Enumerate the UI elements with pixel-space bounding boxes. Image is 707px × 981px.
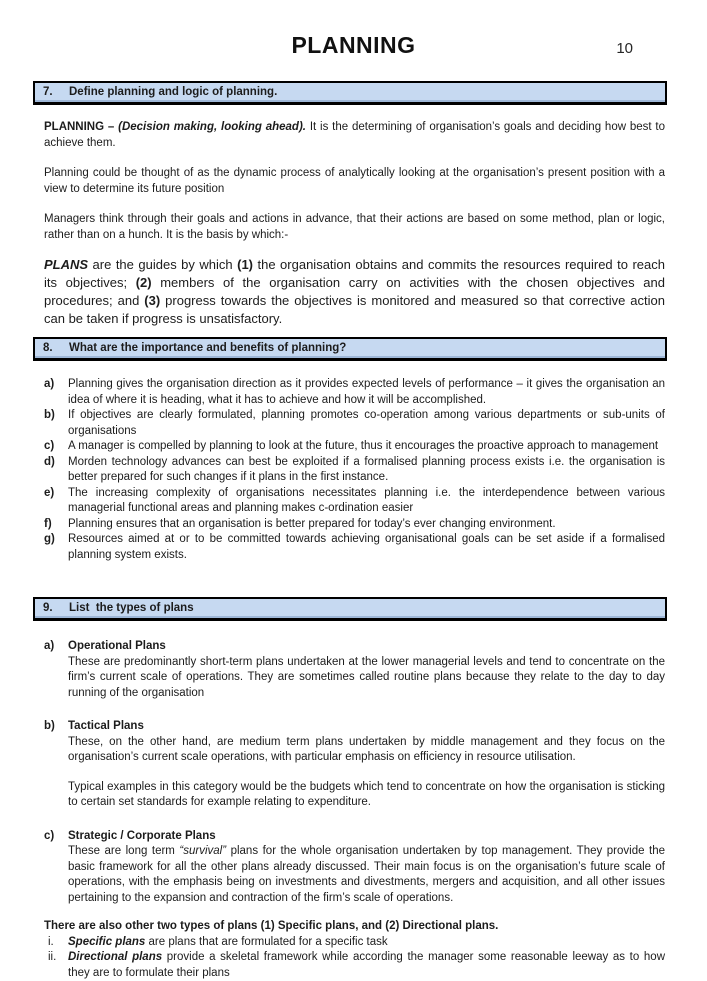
benefits-list xyxy=(44,377,665,563)
section-7-number: 7. xyxy=(43,86,53,98)
plan-tactical-example: Typical examples in this category would be the budgets which tend to concentrate on how the organisation is sticking to certain set standards for example relating to expenditure. xyxy=(68,780,665,808)
section-8-heading: What are the importance and benefits of planning? xyxy=(69,342,347,354)
plan-tactical: b) Tactical Plans These, on the other hand, are medium term plans undertaken by middle management and they focus on the organisation’s current scale operations, with particular emphasis on efficiency in resource utilisation. Typical examples in this category would be the budgets which tend to concentrate on how the organisation is sticking to certain set standards for example relating to expenditure. xyxy=(44,719,665,811)
page-title: PLANNING xyxy=(291,32,416,58)
plan-strategic-body: These are long term “survival” plans for the whole organisation undertaken by top management. They provide the basic framework for all the other plans already discussed. Their main focus is on the organisation’s future scale of operations, with the emphasis being on investments and divestments, mergers and acquisition, and all other issues pertaining to the expansion and contraction of the firm’s scale of operations. xyxy=(68,845,665,904)
plan-operational-body: These are predominantly short-term plans undertaken at the lower managerial levels and tend to concentrate on the firm’s current scale of operations. They are sometimes called routine plans because they relate to the day to day running of the organisation xyxy=(68,655,665,699)
directional-plans-term: Directional plans xyxy=(68,951,163,963)
plan-operational: a) Operational Plans These are predominantly short-term plans undertaken at the lower managerial levels and tend to concentrate on the firm’s current scale of operations. They are sometimes called routine plans because they relate to the day to day running of the organisation xyxy=(44,639,665,701)
planning-definition-paragraph xyxy=(44,119,665,151)
list-item: f) Planning ensures that an organisation is better prepared for today’s ever changing environment. xyxy=(44,517,556,530)
plan-strategic: c) Strategic / Corporate Plans These are long term “survival” plans for the whole organisation undertaken by top management. They provide the basic framework for all the other plans already discussed. Their main focus is on the organisation’s future scale of operations, with the emphasis being on investments and divestments, mergers and acquisition, and all other issues pertaining to the expansion and contraction of the firm’s scale of operations. xyxy=(44,829,665,907)
survival-quote: “survival” xyxy=(179,845,227,857)
section-9-heading: List the types of plans xyxy=(69,602,194,614)
directional-plans-item: ii. Directional plans provide a skeletal framework while according the manager some reasonable leeway as to how they are to formulate their plans xyxy=(48,951,665,979)
list-item: g) Resources aimed at or to be committed towards achieving organisational goals can be set aside if a formalised planning system exists. xyxy=(44,533,665,561)
planning-paren: (Decision making, looking ahead). xyxy=(118,121,306,133)
list-item: a) Planning gives the organisation direction as it provides expected levels of performance – it gives the organisation an idea of where it is heading, what it has to achieve and how it will be accomplished. xyxy=(44,378,665,406)
other-plans-intro: There are also other two types of plans (1) Specific plans, and (2) Directional plans. xyxy=(44,920,499,932)
plan-operational-title: Operational Plans xyxy=(68,640,166,652)
specific-plans-term: Specific plans xyxy=(68,935,146,948)
managers-paragraph: Managers think through their goals and actions in advance, that their actions are based on some method, plan or logic, rather than on a hunch. It is the basis by which:- xyxy=(44,213,665,241)
list-item: b) If objectives are clearly formulated, planning promotes co-operation among various departments or sub-units of organisations xyxy=(44,409,665,437)
list-item: c) A manager is compelled by planning to look at the future, thus it encourages the proactive approach to management xyxy=(44,440,659,452)
plans-word: PLANS xyxy=(44,257,89,272)
section-9-number: 9. xyxy=(43,602,53,614)
document-content xyxy=(0,81,707,981)
list-item: d) Morden technology advances can best be exploited if a formalised planning process exists i.e. the organisation is better prepared for such changes if it plans in the first instance. xyxy=(44,455,665,483)
list-item: e) The increasing complexity of organisations necessitates planning i.e. the interdependence between various managerial functional areas and planning makes c-ordination easier xyxy=(44,486,665,514)
plan-tactical-title: Tactical Plans xyxy=(68,720,144,732)
plan-tactical-body: These, on the other hand, are medium term plans undertaken by middle management and they focus on the organisation’s current scale operations, with particular emphasis on efficiency in resource utilisation. xyxy=(68,735,665,763)
plan-strategic-title: Strategic / Corporate Plans xyxy=(68,829,216,842)
plans-paragraph: PLANS are the guides by which (1) the organisation obtains and commits the resources required to reach its objectives; (2) members of the organisation carry on activities with the chosen objectives and procedures; and (3) progress towards the objectives is monitored and measured so that corrective action can be taken if progress is unsatisfactory. xyxy=(44,257,665,326)
section-8-number: 8. xyxy=(43,342,53,354)
planning-dynamic-paragraph: Planning could be thought of as the dynamic process of analytically looking at the organisation’s present position with a view to determine its future position xyxy=(44,167,665,195)
section-7-header-bar xyxy=(33,81,667,105)
section-8-header-bar xyxy=(33,337,667,361)
page-number: 10 xyxy=(616,40,633,57)
planning-lead: PLANNING – xyxy=(44,121,119,133)
planning-rest: It is the determining of organisation’s goals and deciding how best to achieve them. xyxy=(44,121,666,149)
section-9-header-bar xyxy=(33,597,667,621)
section-7-heading: Define planning and logic of planning. xyxy=(69,86,278,98)
specific-plans-item: i. Specific plans are plans that are formulated for a specific task xyxy=(48,935,388,948)
